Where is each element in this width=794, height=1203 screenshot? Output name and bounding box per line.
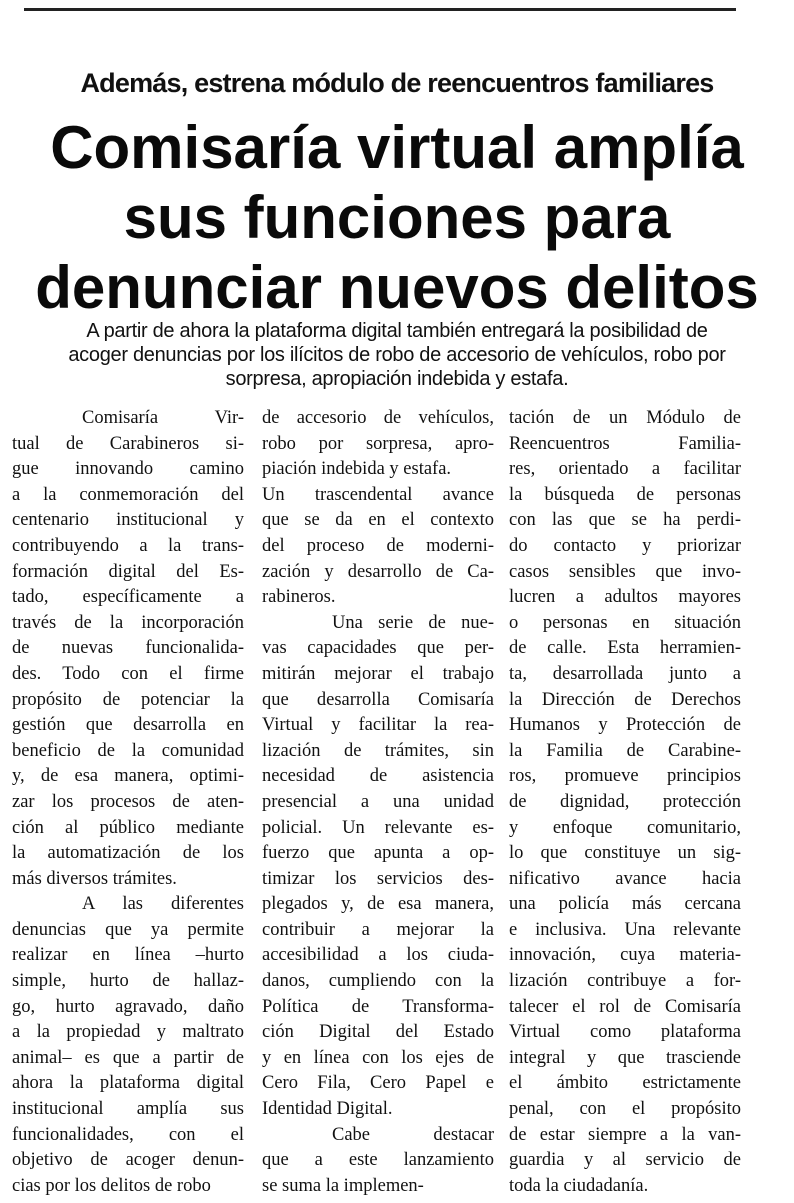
body-line: zación y desarrollo de Ca- [262, 561, 494, 582]
body-line: des. Todo con el firme [12, 663, 244, 684]
body-line: Identidad Digital. [262, 1099, 393, 1120]
body-line: e inclusiva. Una relevante [509, 919, 741, 940]
body-line: Una serie de nue- [332, 612, 494, 633]
body-line: Política de Transforma- [262, 996, 494, 1017]
body-line: tación de un Módulo de [509, 408, 741, 428]
body-line: necesidad de asistencia [262, 766, 494, 787]
body-line: guardia y al servicio de [509, 1150, 741, 1171]
body-line: penal, con el propósito [509, 1099, 741, 1120]
body-line: Comisaría Vir- [82, 408, 244, 428]
body-line: gestión que desarrolla en [12, 715, 244, 736]
body-line: tado, específicamente a [12, 587, 244, 608]
body-line: robo por sorpresa, apro- [262, 433, 494, 454]
deck-line: acoger denuncias por los ilícitos de robo de accesorio de vehículos, robo por [68, 344, 726, 366]
body-line: más diversos trámites. [12, 868, 177, 889]
body-line: ta, desarrollada junto a [509, 663, 741, 684]
body-line: A las diferentes [82, 894, 244, 915]
body-line: ción al público mediante [12, 817, 244, 838]
body-line: accesibilidad a los ciuda- [262, 945, 494, 966]
body-line: ros, promueve principios [509, 766, 741, 787]
body-line: plegados y, de esa manera, [262, 894, 494, 915]
body-line: Reencuentros Familia- [509, 433, 741, 454]
body-line: piación indebida y estafa. [262, 459, 452, 480]
body-line: vas capacidades que per- [262, 638, 494, 659]
body-line: y en línea con los ejes de [262, 1047, 494, 1068]
body-line: una policía más cercana [509, 894, 741, 915]
body-line: Un trascendental avance [262, 484, 494, 505]
body-line: danos, cumpliendo con la [262, 971, 494, 992]
body-line: gue innovando camino [12, 459, 244, 480]
body-line: fuerzo que apunta a op- [262, 843, 494, 864]
body-line: Virtual como plataforma [509, 1022, 741, 1043]
body-line: innovación, cuya materia- [509, 945, 741, 966]
body-line: go, hurto agravado, daño [12, 996, 244, 1017]
body-line: toda la ciudadanía. [509, 1175, 649, 1196]
body-line: animal– es que a partir de [12, 1047, 244, 1068]
body-line: casos sensibles que invo- [509, 561, 741, 582]
body-line: y, de esa manera, optimi- [12, 766, 244, 787]
body-line: res, orientado a facilitar [509, 459, 741, 480]
kicker: Además, estrena módulo de reencuentros familiares [80, 68, 714, 98]
body-line: tual de Carabineros si- [12, 433, 244, 454]
body-line: beneficio de la comunidad [12, 740, 244, 761]
body-line: formación digital del Es- [12, 561, 244, 582]
body-line: contribuir a mejorar la [262, 919, 494, 940]
headline [0, 113, 794, 323]
headline-line: sus funciones para [123, 184, 671, 251]
body-line: nificativo avance hacia [509, 868, 741, 889]
body-line: lización contribuye a for- [509, 971, 741, 992]
body-line: do contacto y priorizar [509, 535, 741, 556]
body-line: timizar los servicios des- [262, 868, 494, 889]
body-column-1 [12, 406, 244, 1199]
body-line: Humanos y Protección de [509, 715, 741, 736]
body-line: de calle. Esta herramien- [509, 638, 741, 659]
headline-line: denunciar nuevos delitos [35, 254, 759, 321]
body-line: lucren a adultos mayores [509, 587, 741, 608]
body-line: la Familia de Carabine- [509, 740, 741, 761]
body-line: presencial a una unidad [262, 791, 494, 812]
deck-line: A partir de ahora la plataforma digital también entregará la posibilidad de [86, 320, 708, 342]
body-column-3 [509, 406, 741, 1199]
body-line: del proceso de moderni- [262, 535, 494, 556]
body-line: mitirán mejorar el trabajo [262, 663, 494, 684]
body-line: través de la incorporación [12, 612, 244, 633]
body-line: cias por los delitos de robo [12, 1175, 211, 1196]
body-line: o personas en situación [509, 612, 741, 633]
body-line: talecer el rol de Comisaría [509, 996, 741, 1017]
body-line: se suma la implemen- [262, 1175, 424, 1196]
body-line: lo que constituye un sig- [509, 843, 741, 864]
body-line: Virtual y facilitar la rea- [262, 715, 494, 736]
body-line: ción Digital del Estado [262, 1022, 494, 1043]
body-line: integral y que trasciende [509, 1047, 741, 1068]
deck-line: sorpresa, apropiación indebida y estafa. [225, 368, 569, 390]
body-line: de estar siempre a la van- [509, 1124, 741, 1145]
body-line: Cabe destacar [332, 1124, 494, 1145]
body-line: de accesorio de vehículos, [262, 408, 494, 428]
body-line: a la conmemoración del [12, 484, 244, 505]
body-line: lización de trámites, sin [262, 740, 494, 761]
body-line: institucional amplía sus [12, 1099, 244, 1120]
body-line: ahora la plataforma digital [12, 1073, 244, 1094]
body-line: con las que se ha perdi- [509, 510, 741, 531]
body-line: que desarrolla Comisaría [262, 689, 494, 710]
body-line: a la propiedad y maltrato [12, 1022, 244, 1043]
body-line: y enfoque comunitario, [509, 817, 741, 838]
body-line: de nuevas funcionalida- [12, 638, 244, 659]
body-line: objetivo de acoger denun- [12, 1150, 244, 1171]
body-line: realizar en línea –hurto [12, 945, 244, 966]
body-line: que se da en el contexto [262, 510, 494, 531]
body-line: simple, hurto de hallaz- [12, 971, 244, 992]
deck [0, 319, 794, 391]
body-line: centenario institucional y [12, 510, 244, 531]
body-line: Cero Fila, Cero Papel e [262, 1073, 494, 1094]
body-line: la Dirección de Derechos [509, 689, 741, 710]
body-line: rabineros. [262, 587, 336, 608]
body-line: policial. Un relevante es- [262, 817, 494, 838]
body-line: el ámbito estrictamente [509, 1073, 741, 1094]
headline-line: Comisaría virtual amplía [50, 114, 744, 181]
body-column-2 [262, 406, 494, 1199]
top-rule [24, 8, 736, 11]
body-line: zar los procesos de aten- [12, 791, 244, 812]
body-line: que a este lanzamiento [262, 1150, 494, 1171]
body-line: denuncias que ya permite [12, 919, 244, 940]
body-line: propósito de potenciar la [12, 689, 244, 710]
body-line: de dignidad, protección [509, 791, 741, 812]
body-line: contribuyendo a la trans- [12, 535, 244, 556]
body-line: la automatización de los [12, 843, 244, 864]
body-line: la búsqueda de personas [509, 484, 741, 505]
body-line: funcionalidades, con el [12, 1124, 244, 1145]
